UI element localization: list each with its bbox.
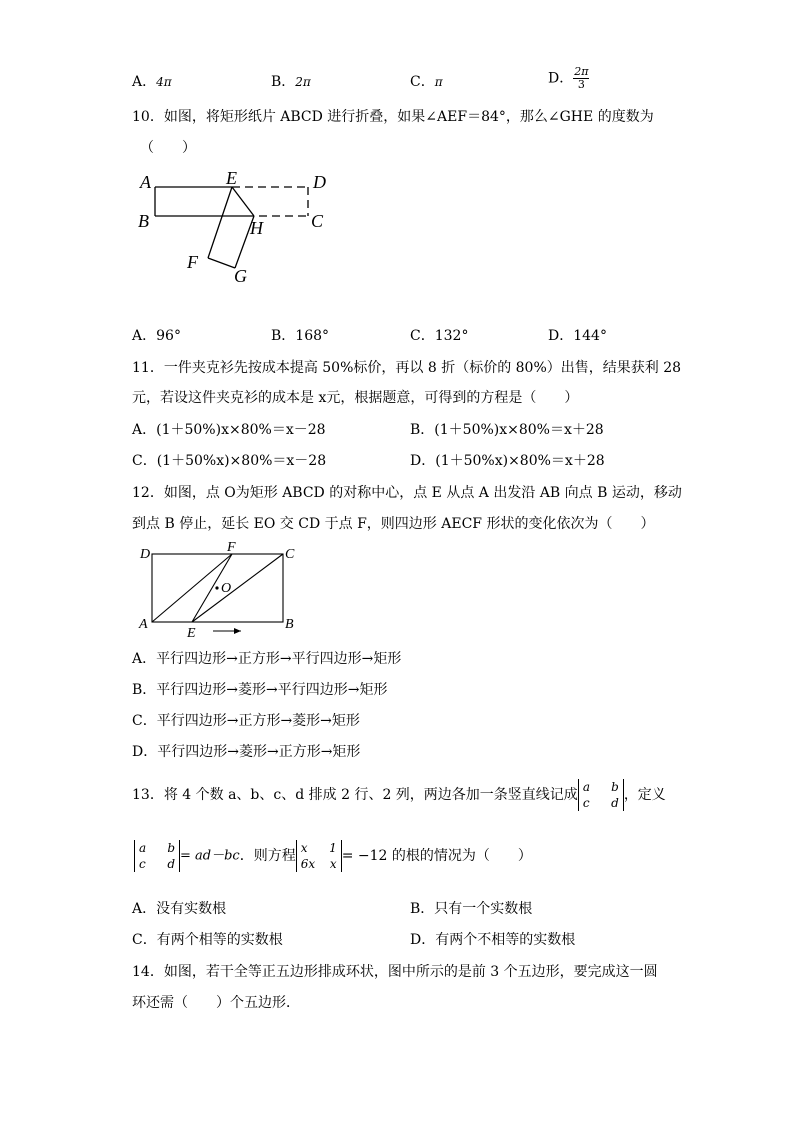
q10-label-a: A [140,172,151,192]
q9-option-b: B．2π [271,74,311,90]
q10-option-b: B．168° [271,328,330,344]
q12-label-a: A [139,617,148,632]
q12-label-e: E [187,626,196,641]
q11-option-c: C．(1＋50%x)×80%＝x－28 [132,453,327,469]
q10-stem-line2: （ ） [140,140,196,156]
q13-det-definition: a b c d [134,840,180,872]
q12-option-a: A．平行四边形→正方形→平行四边形→矩形 [132,651,402,667]
q9-option-d: D． $\frac{2\pi}{3}$ [548,65,589,92]
q12-stem-line1: 12．如图，点 O为矩形 ABCD 的对称中心，点 E 从点 A 出发沿 AB 向点 B 运动，移动 [132,485,682,501]
q10-label-d: D [313,172,326,192]
q13-stem-line2: a b c d= ad－bc．则方程x 1 6x x = −12 的根的情况为（ ） [134,840,532,872]
q12-label-f: F [227,540,236,555]
q10-label-g: G [234,266,247,286]
q13-option-c: C．有两个相等的实数根 [132,932,283,948]
q12-option-c: C．平行四边形→正方形→菱形→矩形 [132,713,360,729]
q10-label-e: E [226,168,237,188]
q12-label-d: D [140,547,151,562]
q13-option-a: A．没有实数根 [132,901,227,917]
q10-option-d: D．144° [548,328,607,344]
q12-stem-line2: 到点 B 停止，延长 EO 交 CD 于点 F，则四边形 AECF 形状的变化依次为（ ） [132,516,655,532]
q11-stem-line2: 元，若设这件夹克衫的成本是 x元，根据题意，可得到的方程是（ ） [132,390,579,406]
q10-label-b: B [138,211,149,231]
q11-option-b: B．(1＋50%)x×80%＝x＋28 [410,422,604,438]
q10-label-c: C [311,211,324,231]
q11-option-a: A．(1＋50%)x×80%＝x－28 [132,422,326,438]
q13-det-equation: x 1 6x x [296,840,342,872]
q13-option-b: B．只有一个实数根 [410,901,533,917]
q12-label-b: B [285,617,294,632]
q9-option-a: A．4π [132,74,172,90]
q10-option-c: C．132° [410,328,469,344]
q10-label-f: F [187,252,198,272]
q9-option-c: C．π [410,74,443,90]
q10-figure [130,168,330,288]
q10-option-a: A．96° [132,328,181,344]
q13-option-d: D．有两个不相等的实数根 [410,932,576,948]
q12-label-c: C [285,547,295,562]
q12-option-d: D．平行四边形→菱形→正方形→矩形 [132,744,361,760]
q11-stem-line1: 11．一件夹克衫先按成本提高 50%标价，再以 8 折（标价的 80%）出售，结果获利 28 [132,360,682,376]
q12-figure [135,540,315,640]
q13-det-notation: a b c d [578,779,624,811]
q11-option-d: D．(1＋50%x)×80%＝x＋28 [410,453,605,469]
q10-label-h: H [250,218,263,238]
q14-stem-line2: 环还需（ ）个五边形． [132,995,300,1011]
q14-stem-line1: 14．如图，若干全等正五边形排成环状，图中所示的是前 3 个五边形，要完成这一圆 [132,964,658,980]
q10-stem-line1: 10．如图，将矩形纸片 ABCD 进行折叠，如果∠AEF＝84°，那么∠GHE 的度数为 [132,109,654,125]
q12-option-b: B．平行四边形→菱形→平行四边形→矩形 [132,682,388,698]
q12-label-o: O [221,581,232,596]
q13-stem-line1: 13．将 4 个数 a、b、c、d 排成 2 行、2 列，两边各加一条竖直线记成a b c d ，定义 [132,780,666,811]
